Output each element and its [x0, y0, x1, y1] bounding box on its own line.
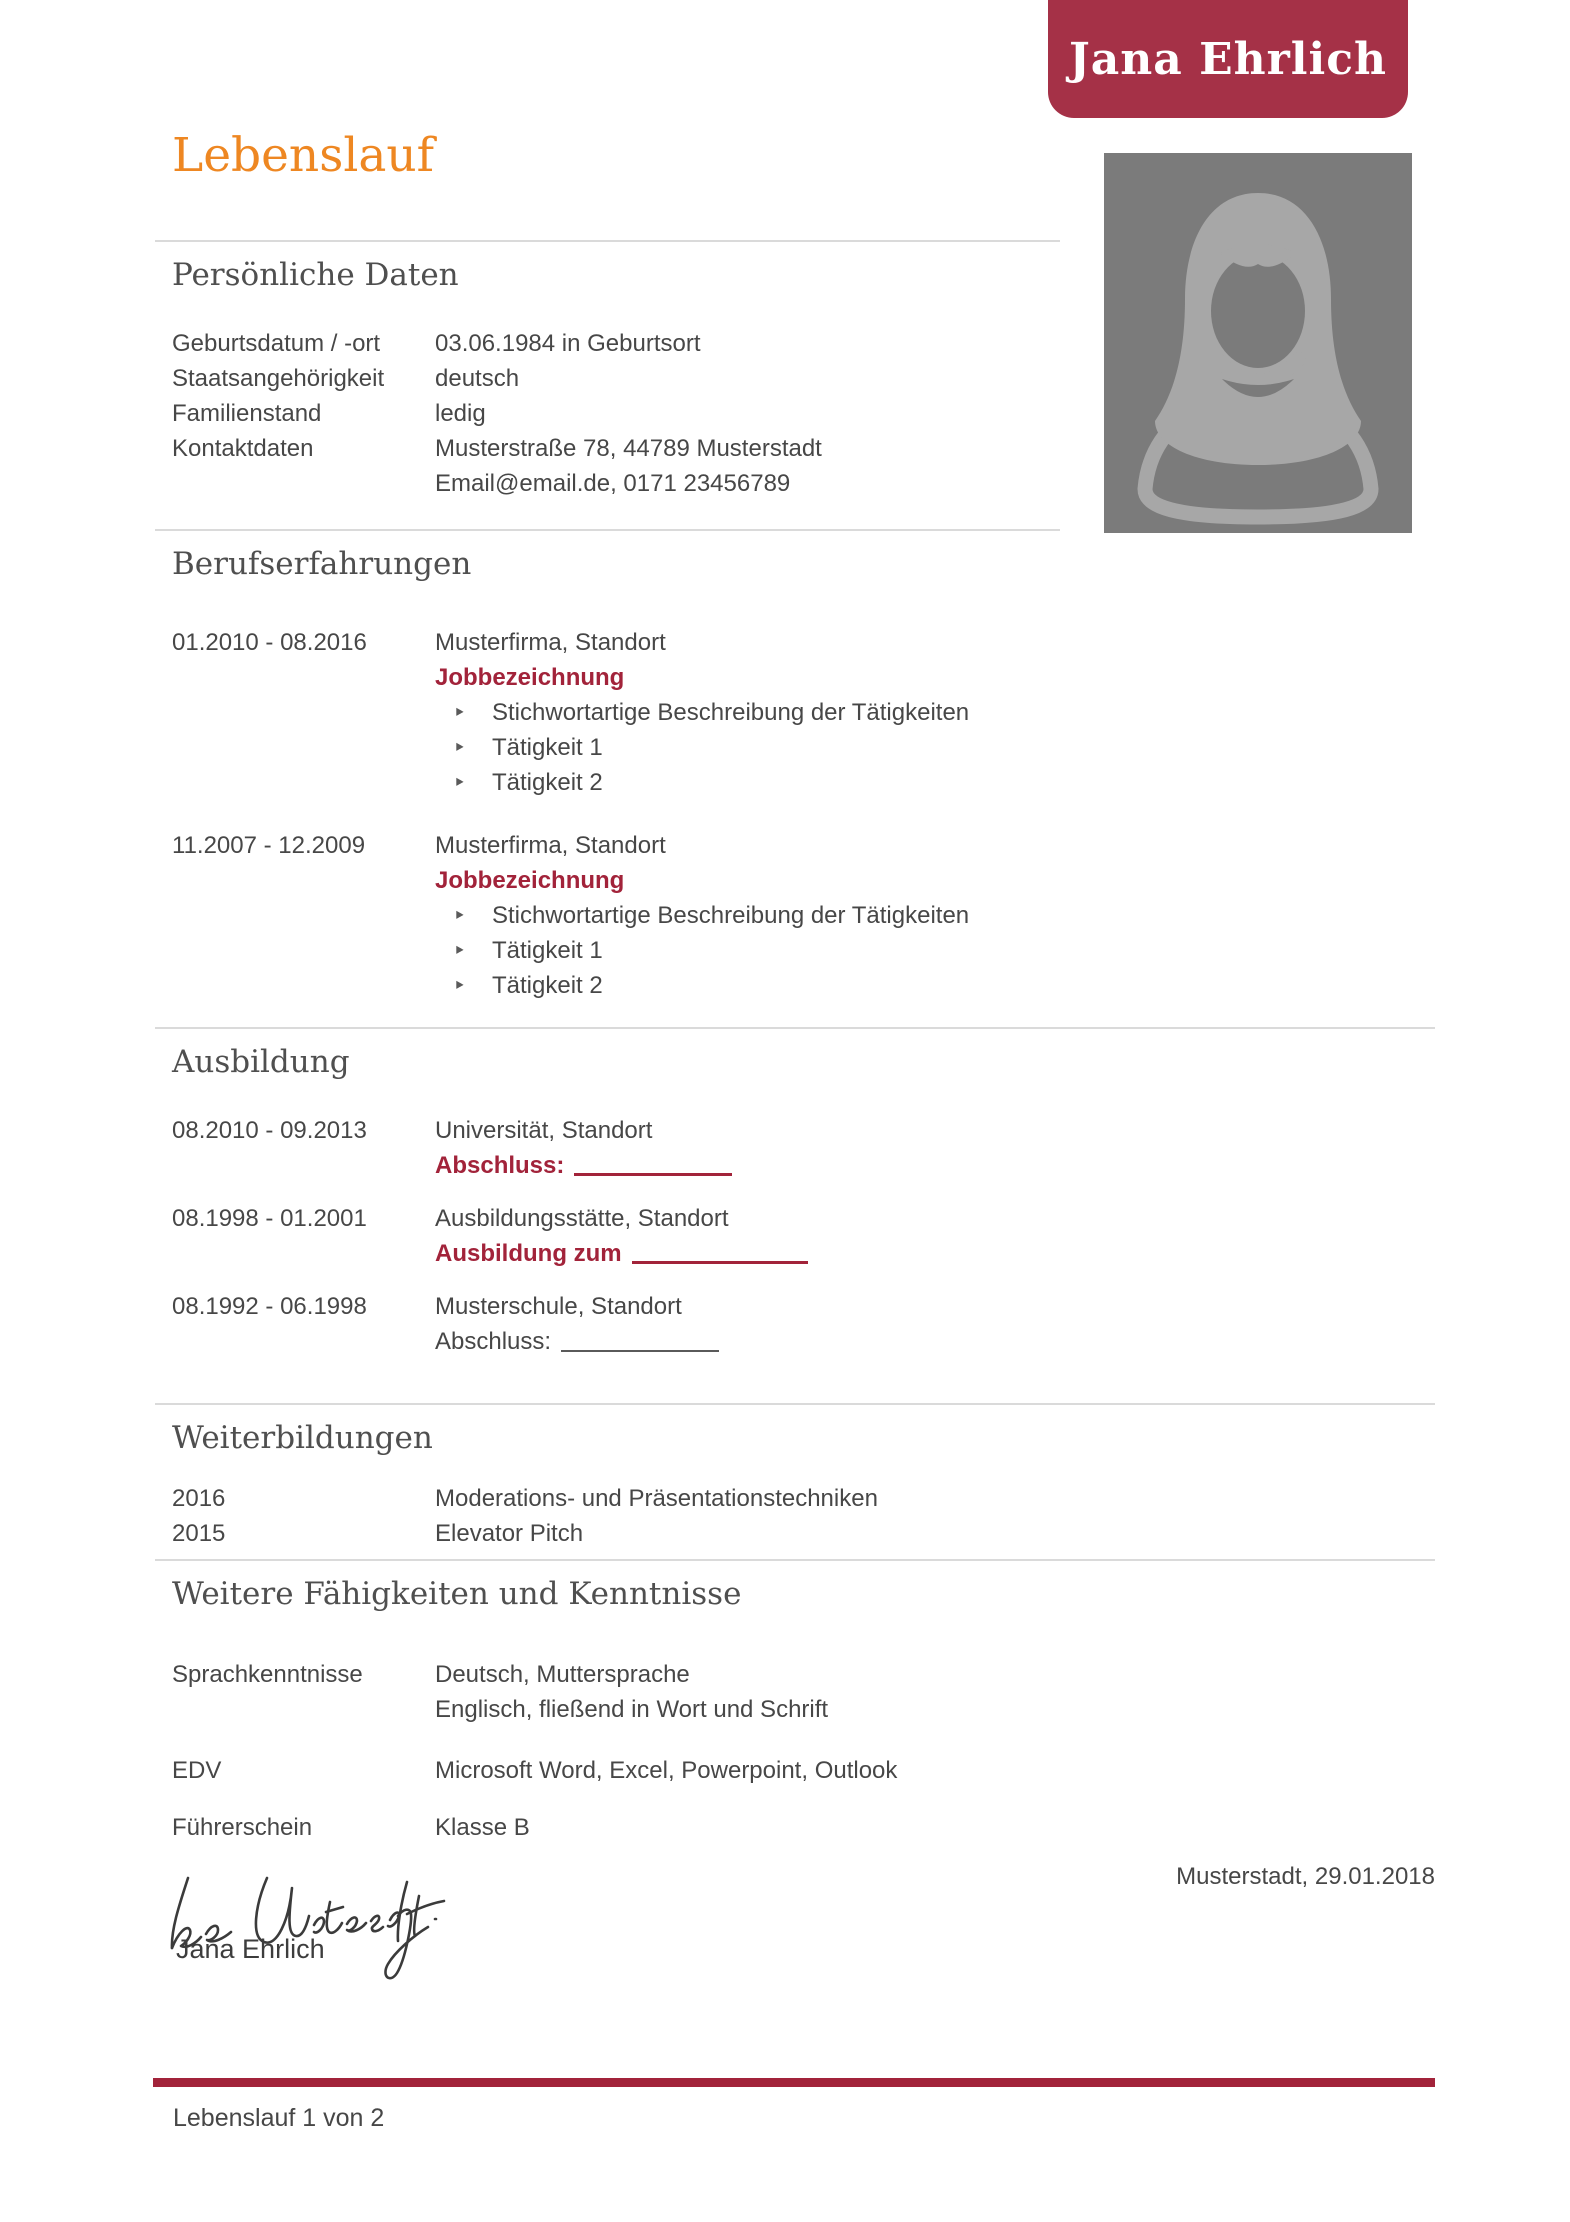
education-institution: Universität, Standort [435, 1117, 653, 1144]
skill-group [172, 1657, 1435, 1727]
training-list [172, 1481, 1435, 1551]
skill-line: Microsoft Word, Excel, Powerpoint, Outlook [435, 1757, 898, 1784]
personal-value: Musterstraße 78, 44789 Musterstadt [435, 435, 822, 462]
signed-name: Jana Ehrlich [176, 1934, 325, 1964]
education-institution: Musterschule, Standort [435, 1293, 682, 1320]
page-title: Lebenslauf [172, 128, 435, 183]
skill-line: Deutsch, Muttersprache [435, 1661, 690, 1688]
blank-fill-line [561, 1332, 719, 1352]
job-bullet-text: Stichwortartige Beschreibung der Tätigkeiten [492, 699, 970, 726]
personal-row [172, 466, 1435, 501]
skill-values [435, 1657, 1435, 1727]
personal-row [172, 431, 1435, 466]
personal-data-table [172, 326, 1435, 501]
skill-group [172, 1753, 1435, 1788]
skill-label: Führerschein [172, 1814, 313, 1841]
skill-label: EDV [172, 1757, 222, 1784]
job-bullet [435, 933, 1435, 968]
training-label: Elevator Pitch [435, 1520, 584, 1547]
personal-label [172, 466, 435, 501]
personal-label: Familienstand [172, 400, 322, 427]
job-bullet [435, 730, 1435, 765]
page-number-label: Lebenslauf 1 von 2 [173, 2104, 385, 2132]
education-note-line [435, 1236, 1435, 1271]
personal-value: ledig [435, 400, 486, 427]
skill-values [435, 1753, 1435, 1788]
job-company: Musterfirma, Standort [435, 629, 666, 656]
personal-row [172, 326, 1435, 361]
triangle-bullet-icon: ‣ [453, 903, 466, 928]
job-bullet-text: Tätigkeit 1 [492, 937, 603, 964]
job-bullet-text: Stichwortartige Beschreibung der Tätigkeiten [492, 902, 970, 929]
job-bullet-text: Tätigkeit 1 [492, 734, 603, 761]
skill-line: Klasse B [435, 1814, 530, 1841]
education-period: 08.2010 - 09.2013 [172, 1117, 367, 1144]
education-note: Abschluss: [435, 1328, 552, 1355]
training-year: 2016 [172, 1485, 226, 1512]
job-bullet-text: Tätigkeit 2 [492, 972, 603, 999]
triangle-bullet-icon: ‣ [453, 735, 466, 760]
job-bullet [435, 898, 1435, 933]
personal-label: Kontaktdaten [172, 435, 314, 462]
job-bullet [435, 765, 1435, 800]
section-divider [155, 1027, 1435, 1029]
training-entry [172, 1516, 1435, 1551]
job-period: 01.2010 - 08.2016 [172, 629, 367, 656]
section-heading-personal: Persönliche Daten [172, 257, 459, 293]
training-label: Moderations- und Präsentationstechniken [435, 1485, 878, 1512]
education-details [435, 1289, 1435, 1359]
personal-value: Email@email.de, 0171 23456789 [435, 470, 791, 497]
education-period: 08.1998 - 01.2001 [172, 1205, 367, 1232]
job-entry [172, 828, 1435, 1003]
section-heading-education: Ausbildung [172, 1044, 350, 1080]
education-institution: Ausbildungsstätte, Standort [435, 1205, 729, 1232]
triangle-bullet-icon: ‣ [453, 700, 466, 725]
education-entry [172, 1113, 1435, 1183]
personal-value: 03.06.1984 in Geburtsort [435, 330, 701, 357]
personal-row [172, 396, 1435, 431]
job-entry [172, 625, 1435, 800]
triangle-bullet-icon: ‣ [453, 973, 466, 998]
section-divider [155, 1403, 1435, 1405]
skill-line: Englisch, fließend in Wort und Schrift [435, 1696, 829, 1723]
job-bullet [435, 695, 1435, 730]
personal-value: deutsch [435, 365, 520, 392]
job-details [435, 625, 1435, 800]
job-period: 11.2007 - 12.2009 [172, 832, 366, 859]
skill-group [172, 1810, 1435, 1845]
cv-content [172, 0, 1435, 2002]
job-bullet [435, 968, 1435, 1003]
education-entry [172, 1289, 1435, 1359]
personal-row [172, 361, 1435, 396]
section-divider [155, 240, 1060, 242]
training-year: 2015 [172, 1520, 226, 1547]
section-heading-skills: Weitere Fähigkeiten und Kenntnisse [172, 1576, 742, 1612]
blank-fill-line [574, 1156, 732, 1176]
education-list [172, 1113, 1435, 1359]
training-entry [172, 1481, 1435, 1516]
job-bullet-text: Tätigkeit 2 [492, 769, 603, 796]
triangle-bullet-icon: ‣ [453, 938, 466, 963]
education-details [435, 1201, 1435, 1271]
job-title: Jobbezeichnung [435, 867, 625, 894]
person-name: Jana Ehrlich [1068, 33, 1388, 85]
footer-accent-bar [153, 2078, 1435, 2087]
section-divider [155, 1559, 1435, 1561]
education-note: Abschluss: [435, 1152, 565, 1179]
job-company: Musterfirma, Standort [435, 832, 666, 859]
education-note-line [435, 1324, 1435, 1359]
section-divider [155, 529, 1060, 531]
personal-label: Geburtsdatum / -ort [172, 330, 381, 357]
job-details [435, 828, 1435, 1003]
section-heading-experience: Berufserfahrungen [172, 546, 472, 582]
job-title: Jobbezeichnung [435, 664, 625, 691]
education-note-line [435, 1148, 1435, 1183]
blank-fill-line [632, 1244, 808, 1264]
education-entry [172, 1201, 1435, 1271]
skill-label: Sprachkenntnisse [172, 1661, 363, 1688]
place-date: Musterstadt, 29.01.2018 [1176, 1863, 1435, 1890]
signature-block [172, 1872, 1435, 2002]
education-note: Ausbildung zum [435, 1240, 622, 1267]
section-heading-training: Weiterbildungen [172, 1420, 433, 1456]
triangle-bullet-icon: ‣ [453, 770, 466, 795]
education-details [435, 1113, 1435, 1183]
personal-label: Staatsangehörigkeit [172, 365, 385, 392]
skill-values [435, 1810, 1435, 1845]
education-period: 08.1992 - 06.1998 [172, 1293, 367, 1320]
